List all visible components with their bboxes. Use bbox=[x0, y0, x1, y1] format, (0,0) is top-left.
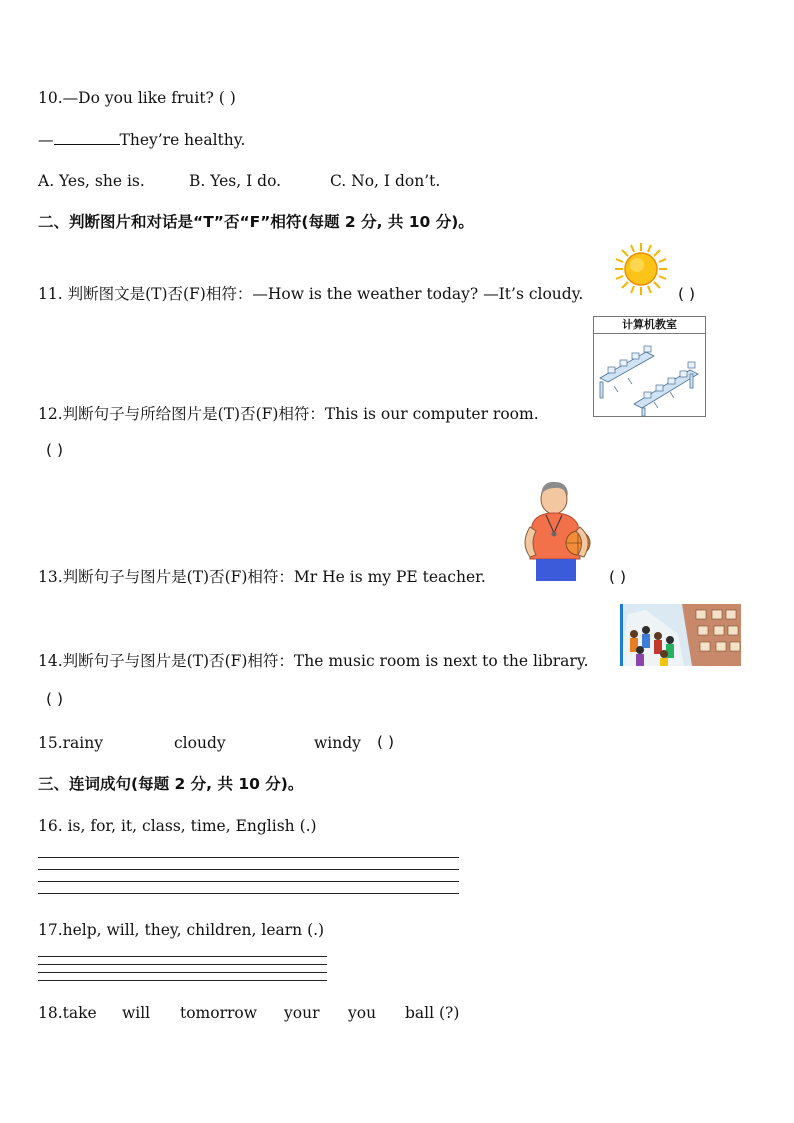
school-building-image bbox=[620, 604, 741, 666]
section3-heading: 三、连词成句(每题 2 分, 共 10 分)。 bbox=[38, 775, 304, 793]
q16-writing-line-2[interactable] bbox=[38, 869, 459, 870]
q17-writing-line-1[interactable] bbox=[38, 956, 327, 957]
q16-writing-line-3[interactable] bbox=[38, 881, 459, 882]
q16-words: 16. is, for, it, class, time, English (.) bbox=[38, 817, 317, 835]
computer-room-caption: 计算机教室 bbox=[594, 317, 705, 334]
q17-writing-line-2[interactable] bbox=[38, 964, 327, 965]
computer-desks-drawing bbox=[594, 334, 705, 417]
q15-word-rainy: 15.rainy bbox=[38, 734, 103, 752]
computer-room-image bbox=[593, 316, 706, 417]
q12-text: 12.判断句子与所给图片是(T)否(F)相符：This is our computer room. bbox=[38, 405, 539, 423]
q10-answer-blank[interactable] bbox=[54, 131, 120, 145]
q15-answer-paren[interactable]: ( ) bbox=[377, 733, 395, 751]
q15-word-cloudy: cloudy bbox=[174, 734, 226, 752]
q10-reply-text: They’re healthy. bbox=[119, 131, 246, 149]
q18-word-ball: ball (?) bbox=[405, 1004, 460, 1022]
q18-word-will: will bbox=[122, 1004, 151, 1022]
q17-writing-line-4[interactable] bbox=[38, 980, 327, 981]
q10-question: 10.—Do you like fruit? ( ) bbox=[38, 89, 236, 107]
q10-option-b[interactable]: B. Yes, I do. bbox=[189, 172, 282, 190]
q17-writing-line-3[interactable] bbox=[38, 972, 327, 973]
q12-answer-paren[interactable]: ( ) bbox=[46, 441, 64, 459]
q10-reply bbox=[38, 130, 245, 150]
q16-writing-line-4[interactable] bbox=[38, 893, 459, 894]
q13-answer-paren[interactable]: ( ) bbox=[609, 568, 627, 586]
q18-word-your: your bbox=[284, 1004, 320, 1022]
pe-teacher-image bbox=[520, 477, 598, 583]
q14-text: 14.判断句子与图片是(T)否(F)相符：The music room is next to the library. bbox=[38, 652, 589, 670]
q16-writing-line-1[interactable] bbox=[38, 857, 459, 858]
q11-answer-paren[interactable]: ( ) bbox=[678, 285, 696, 303]
q18-word-take: 18.take bbox=[38, 1004, 97, 1022]
q15-word-windy: windy bbox=[314, 734, 361, 752]
sun-image bbox=[612, 241, 670, 297]
q18-word-tomorrow: tomorrow bbox=[180, 1004, 258, 1022]
q13-text: 13.判断句子与图片是(T)否(F)相符：Mr He is my PE teacher. bbox=[38, 568, 486, 586]
q17-words: 17.help, will, they, children, learn (.) bbox=[38, 921, 325, 939]
q10-option-c[interactable]: C. No, I don’t. bbox=[330, 172, 441, 190]
q10-option-a[interactable]: A. Yes, she is. bbox=[38, 172, 145, 190]
section2-heading: 二、判断图片和对话是“T”否“F”相符(每题 2 分, 共 10 分)。 bbox=[38, 213, 474, 231]
q14-answer-paren[interactable]: ( ) bbox=[46, 690, 64, 708]
q10-reply-dash: — bbox=[38, 131, 54, 149]
q11-text: 11. 判断图文是(T)否(F)相符：—How is the weather today? —It’s cloudy. bbox=[38, 285, 584, 303]
q18-word-you: you bbox=[348, 1004, 377, 1022]
